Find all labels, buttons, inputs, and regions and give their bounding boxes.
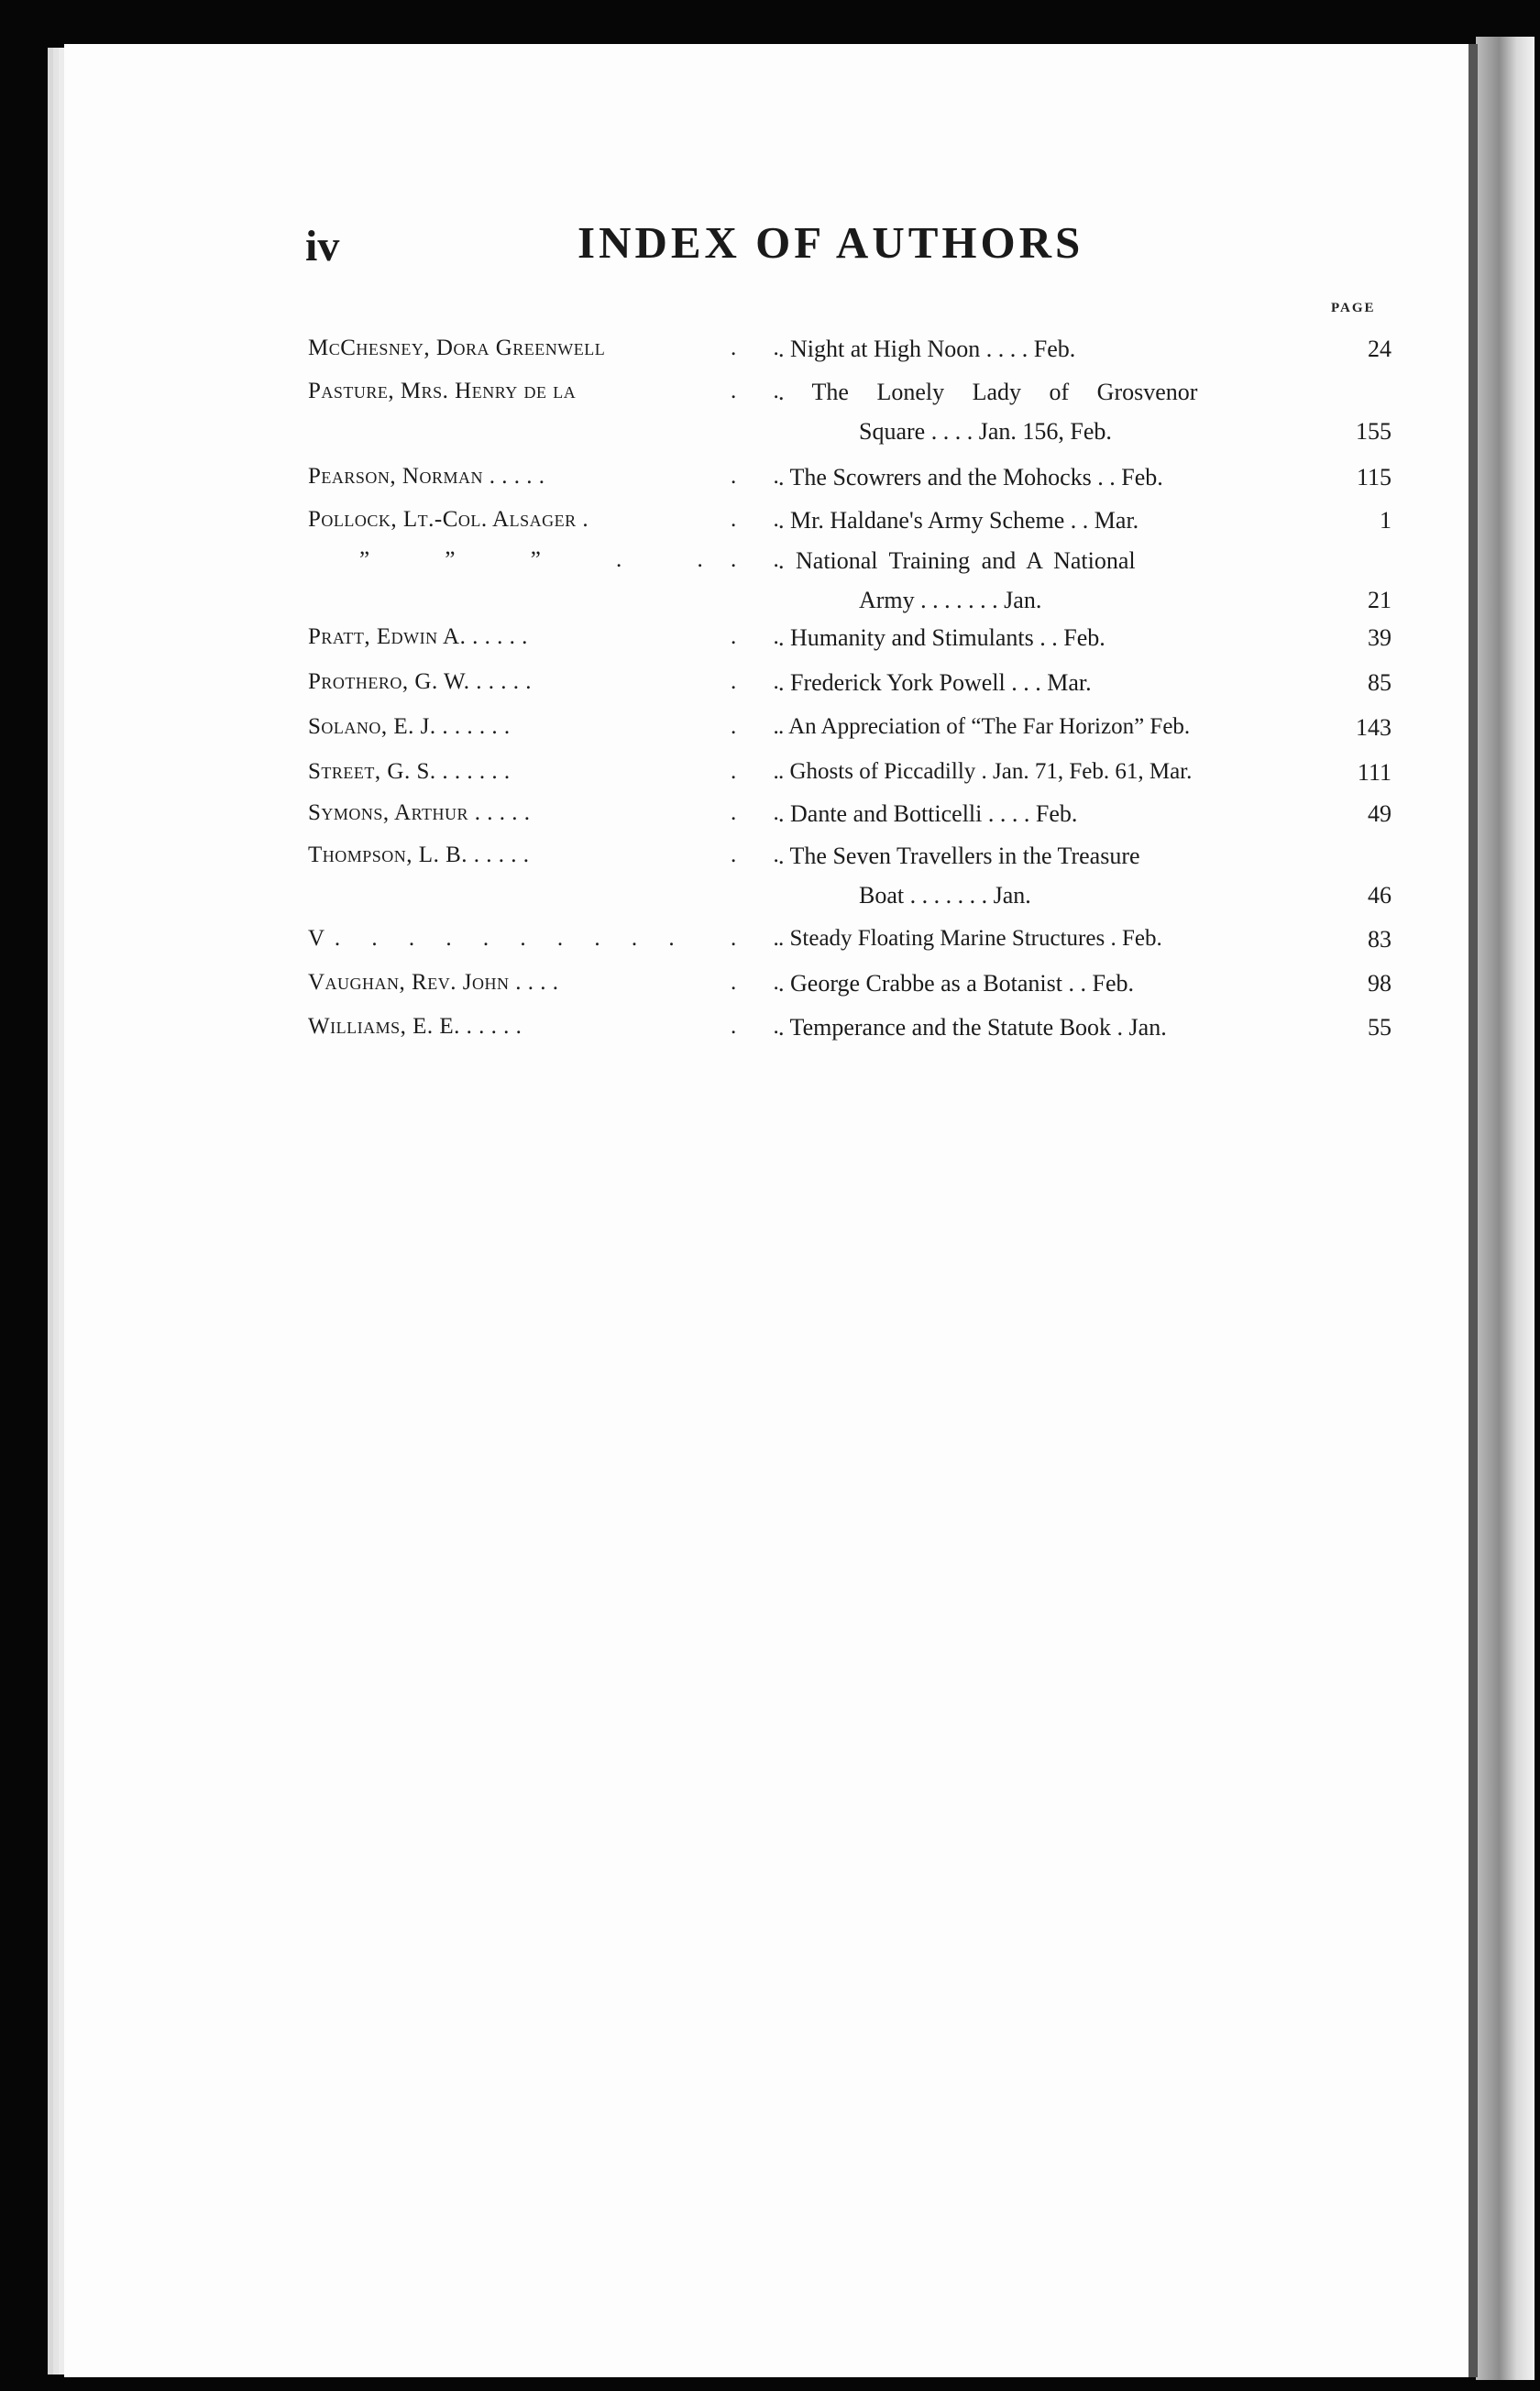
entry-page: 85 [1368,669,1392,696]
entry-leader: . . [731,800,795,825]
entry-author: Pearson, Norman . . . . . [308,464,545,489]
index-entry [0,669,1540,711]
entry-leader: . . [731,926,795,951]
entry-leader: . . [731,624,795,649]
entry-title: . Mr. Haldane's Army Scheme . . Mar. [778,507,1139,534]
entry-author: ” ” ” . . [359,547,738,572]
entry-page: 55 [1368,1014,1392,1041]
index-entry [0,379,1540,445]
entry-title: . Humanity and Stimulants . . Feb. [778,624,1106,651]
entry-title: . Dante and Botticelli . . . . Feb. [778,800,1078,827]
entry-leader: . . [731,379,795,403]
index-entry [0,624,1540,667]
entry-page: 111 [1357,759,1392,786]
index-entry [0,1014,1540,1056]
entry-title-continued: Square . . . . Jan. 156, Feb. [859,418,1112,445]
author-index-list [0,0,1540,1100]
entry-leader: . . [731,464,795,489]
entry-title: . George Crabbe as a Botanist . . Feb. [778,970,1134,997]
entry-leader: . . [731,714,795,739]
entry-title: . Steady Floating Marine Structures . Feb. [778,926,1162,951]
entry-page: 83 [1368,926,1392,953]
entry-author: Pratt, Edwin A. . . . . . [308,624,528,649]
entry-leader: . . [731,669,795,694]
entry-author: Thompson, L. B. . . . . . [308,843,530,867]
entry-page: 49 [1368,800,1392,827]
folio-number: iv [305,222,340,270]
entry-title-continued: Army . . . . . . . Jan. [859,587,1042,613]
entry-title-continued: Boat . . . . . . . Jan. [859,882,1031,909]
entry-leader: . . [731,843,795,867]
page-column-heading: PAGE [1331,301,1376,315]
entry-author: McChesney, Dora Greenwell [308,336,606,360]
entry-author: Williams, E. E. . . . . . [308,1014,522,1039]
index-entry [0,759,1540,801]
index-entry [0,843,1540,909]
index-entry [0,926,1540,968]
entry-title: . National Training and A National [778,547,1136,574]
entry-leader: . . [731,1014,795,1039]
page-title: INDEX OF AUTHORS [578,217,1084,268]
index-entry [0,336,1540,378]
entry-author: Pasture, Mrs. Henry de la [308,379,577,403]
entry-leader: . . [731,547,795,572]
entry-leader: . . [731,336,795,360]
entry-title: . Night at High Noon . . . . Feb. [778,336,1076,362]
entry-author: Street, G. S. . . . . . . [308,759,511,784]
entry-page: 24 [1368,336,1392,362]
entry-page: 155 [1356,418,1392,445]
index-entry [0,547,1540,613]
entry-page: 21 [1368,587,1392,613]
index-entry [0,714,1540,756]
entry-page: 39 [1368,624,1392,651]
entry-leader: . . [731,507,795,532]
index-entry [0,507,1540,549]
entry-page: 1 [1380,507,1392,534]
entry-page: 143 [1356,714,1392,741]
entry-leader: . . [731,970,795,995]
entry-title: . The Seven Travellers in the Treasure [778,843,1140,869]
entry-title: . Ghosts of Piccadilly . Jan. 71, Feb. 61, Mar. [778,759,1193,784]
index-entry [0,464,1540,506]
entry-author: Solano, E. J. . . . . . . [308,714,511,739]
entry-title: . Frederick York Powell . . . Mar. [778,669,1092,696]
entry-title: . An Appreciation of “The Far Horizon” Feb. [778,714,1191,739]
entry-author: Vaughan, Rev. John . . . . [308,970,559,995]
entry-author: Pollock, Lt.-Col. Alsager . [308,507,589,532]
entry-page: 46 [1368,882,1392,909]
index-entry [0,970,1540,1012]
entry-page: 98 [1368,970,1392,997]
entry-leader: . . [731,759,795,784]
entry-author: Prothero, G. W. . . . . . [308,669,533,694]
entry-page: 115 [1356,464,1392,490]
index-entry [0,800,1540,843]
entry-title: . Temperance and the Statute Book . Jan. [778,1014,1167,1041]
entry-author: V. . . . . . . . . . [308,926,688,951]
entry-title: . The Scowrers and the Mohocks . . Feb. [778,464,1163,490]
entry-title: . The Lonely Lady of Grosvenor [778,379,1198,405]
entry-author: Symons, Arthur . . . . . [308,800,531,825]
